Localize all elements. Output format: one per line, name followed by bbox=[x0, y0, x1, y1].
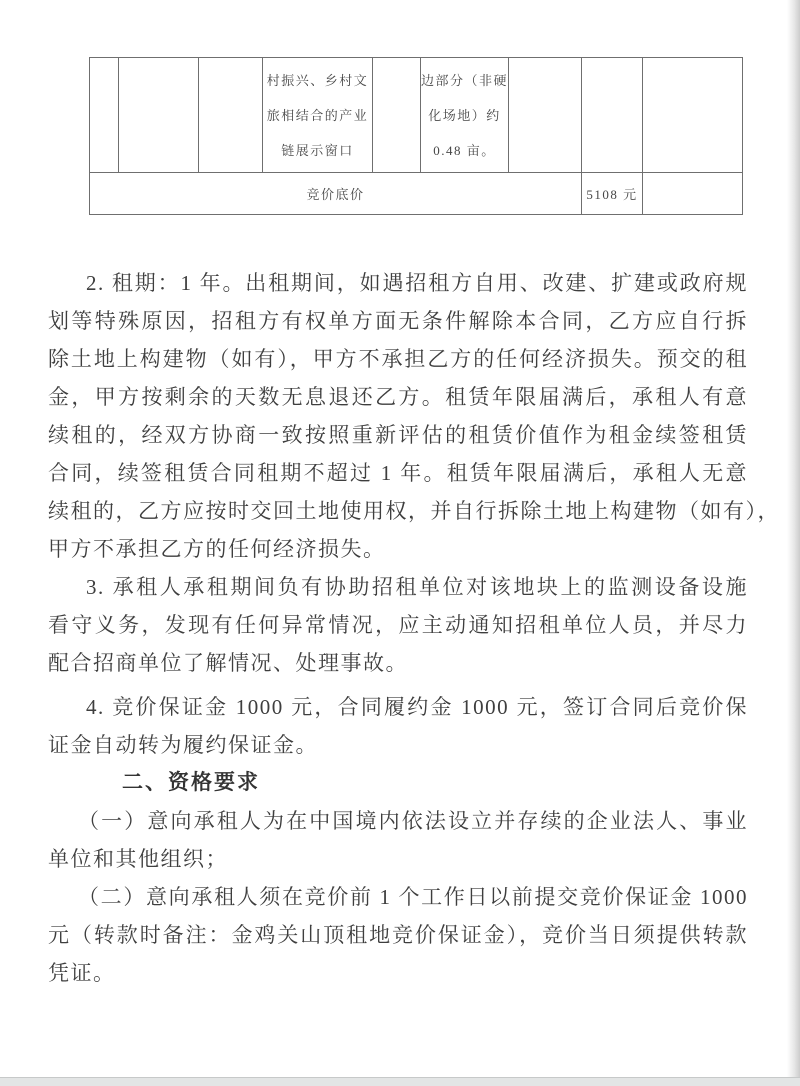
bid-base-price-label: 竞价底价 bbox=[90, 173, 582, 215]
table-cell-empty bbox=[509, 58, 582, 173]
text-line: 村振兴、乡村文 bbox=[266, 72, 369, 88]
text-line: 除土地上构建物（如有），甲方不承担乙方的任何经济损失。预交的租 bbox=[48, 347, 748, 371]
text-line: 合同，续签租赁合同租期不超过 1 年。租赁年限届满后，承租人无意 bbox=[48, 461, 748, 485]
text-line: 旅相结合的产业 bbox=[266, 107, 369, 123]
paragraph-monitoring-duty bbox=[48, 568, 748, 682]
text-line: 链展示窗口 bbox=[281, 142, 354, 158]
section-heading-qualifications: 二、资格要求 bbox=[122, 771, 260, 794]
price-table bbox=[89, 57, 743, 215]
text-line: 单位和其他组织； bbox=[48, 847, 228, 871]
table-cell-empty bbox=[90, 58, 119, 173]
page-edge-shadow-right bbox=[787, 0, 800, 1086]
text-line: 边部分（非硬 bbox=[421, 72, 509, 88]
table-row bbox=[90, 173, 743, 215]
table-cell-usage bbox=[263, 58, 373, 173]
text-line: 甲方不承担乙方的任何经济损失。 bbox=[48, 537, 386, 561]
text-line: （二）意向承租人须在竞价前 1 个工作日以前提交竞价保证金 1000 bbox=[78, 885, 748, 909]
table-cell-empty bbox=[373, 58, 421, 173]
text-line: 2. 租期：1 年。出租期间，如遇招租方自用、改建、扩建或政府规 bbox=[86, 271, 748, 295]
text-line: 证金自动转为履约保证金。 bbox=[48, 733, 318, 757]
text-line: 3. 承租人承租期间负有协助招租单位对该地块上的监测设备设施 bbox=[86, 575, 748, 599]
text-line: 4. 竞价保证金 1000 元，合同履约金 1000 元，签订合同后竞价保 bbox=[86, 695, 748, 719]
text-line: 配合招商单位了解情况、处理事故。 bbox=[48, 651, 408, 675]
table-cell-empty bbox=[643, 173, 743, 215]
bid-base-price-value: 5108 元 bbox=[582, 173, 643, 215]
text-line: 元（转款时备注：金鸡关山顶租地竞价保证金），竞价当日须提供转款 bbox=[48, 923, 748, 947]
table-cell-empty bbox=[199, 58, 263, 173]
text-line: 续租的，乙方应按时交回土地使用权，并自行拆除土地上构建物（如有）， bbox=[48, 499, 780, 523]
text-line: 化场地）约 bbox=[428, 107, 501, 123]
paragraph-qualification-1 bbox=[48, 802, 748, 878]
table-row bbox=[90, 58, 743, 173]
text-line: 金，甲方按剩余的天数无息退还乙方。租赁年限届满后，承租人有意 bbox=[48, 385, 748, 409]
table-cell-area bbox=[421, 58, 509, 173]
text-line: 划等特殊原因，招租方有权单方面无条件解除本合同，乙方应自行拆 bbox=[48, 309, 748, 333]
text-line: 续租的，经双方协商一致按照重新评估的租赁价值作为租金续签租赁 bbox=[48, 423, 748, 447]
paragraph-deposit bbox=[48, 688, 748, 764]
table-cell-empty bbox=[119, 58, 199, 173]
text-line: （一）意向承租人为在中国境内依法设立并存续的企业法人、事业 bbox=[78, 809, 748, 833]
text-line: 凭证。 bbox=[48, 961, 116, 985]
table-cell-empty bbox=[582, 58, 643, 173]
page-edge-shadow-bottom bbox=[0, 1077, 800, 1086]
paragraph-qualification-2 bbox=[48, 878, 748, 992]
paragraph-lease-term bbox=[48, 264, 780, 568]
text-line: 看守义务，发现有任何异常情况，应主动通知招租单位人员，并尽力 bbox=[48, 613, 748, 637]
table-cell-empty bbox=[643, 58, 743, 173]
text-line: 0.48 亩。 bbox=[433, 142, 496, 158]
